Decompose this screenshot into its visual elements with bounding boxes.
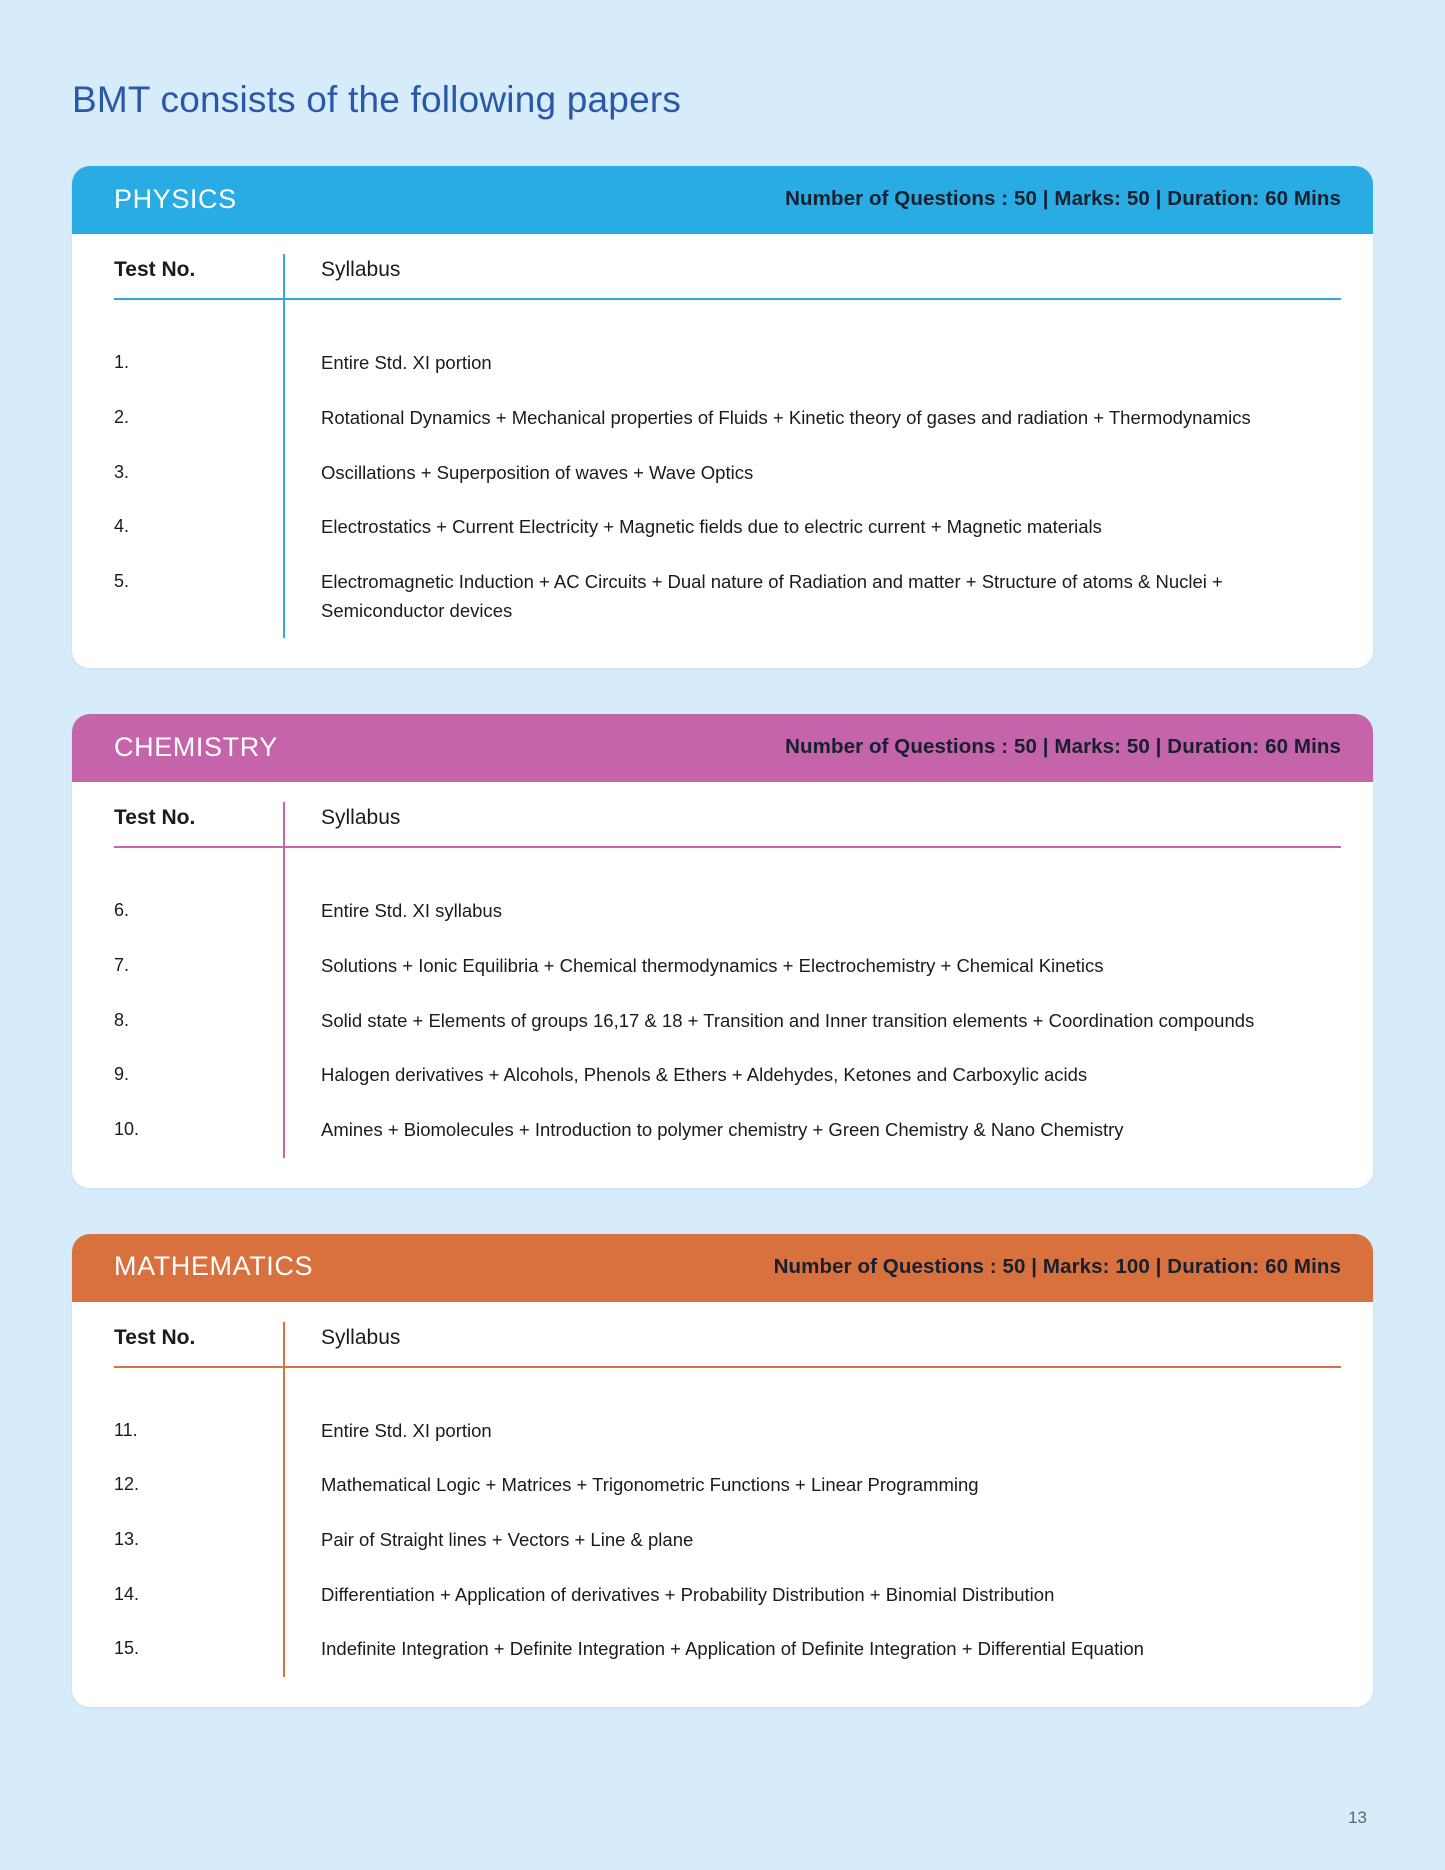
syllabus-table (114, 1322, 1341, 1677)
subject-title: MATHEMATICS (114, 1250, 314, 1281)
subject-meta: Number of Questions : 50 | Marks: 50 | Duration: 60 Mins (785, 187, 1341, 211)
column-header-syllabus: Syllabus (284, 802, 1341, 847)
subject-card-header (72, 1234, 1373, 1302)
subject-card-header (72, 714, 1373, 782)
table-row (114, 336, 1341, 391)
test-number: 10. (114, 1119, 140, 1140)
table-spacer-row (114, 1367, 1341, 1404)
table-row (114, 1404, 1341, 1459)
syllabus-table (114, 802, 1341, 1157)
syllabus-text: Halogen derivatives + Alcohols, Phenols & Ethers + Aldehydes, Ketones and Carboxylic acids (284, 1048, 1341, 1103)
table-row (114, 939, 1341, 994)
test-number: 12. (114, 1474, 140, 1495)
test-number: 8. (114, 1009, 130, 1030)
table-row (114, 1458, 1341, 1513)
syllabus-table (114, 254, 1341, 638)
subject-card-chemistry (72, 714, 1373, 1187)
syllabus-text: Pair of Straight lines + Vectors + Line & plane (284, 1513, 1341, 1568)
test-number: 7. (114, 955, 130, 976)
table-row (114, 994, 1341, 1049)
syllabus-text: Entire Std. XI portion (284, 336, 1341, 391)
table-row (114, 446, 1341, 501)
syllabus-text: Indefinite Integration + Definite Integration + Application of Definite Integration + Differential Equation (284, 1622, 1341, 1677)
syllabus-text: Differentiation + Application of derivatives + Probability Distribution + Binomial Distribution (284, 1568, 1341, 1623)
table-row (114, 884, 1341, 939)
subject-sections (72, 166, 1373, 1707)
subject-meta: Number of Questions : 50 | Marks: 50 | Duration: 60 Mins (785, 735, 1341, 759)
syllabus-text: Solid state + Elements of groups 16,17 & 18 + Transition and Inner transition elements + Coordination compounds (284, 994, 1341, 1049)
table-spacer-row (114, 847, 1341, 884)
page-title: BMT consists of the following papers (72, 79, 682, 120)
test-number: 9. (114, 1064, 130, 1085)
subject-card-body (72, 782, 1373, 1187)
test-number: 11. (114, 1419, 138, 1440)
table-header-row (114, 802, 1341, 847)
subject-card-header (72, 166, 1373, 234)
subject-card-mathematics (72, 1234, 1373, 1707)
test-number: 1. (114, 352, 130, 373)
syllabus-text: Entire Std. XI syllabus (284, 884, 1341, 939)
page-number: 13 (1348, 1808, 1367, 1827)
table-spacer-row (114, 299, 1341, 336)
syllabus-text: Entire Std. XI portion (284, 1404, 1341, 1459)
table-header-row (114, 254, 1341, 299)
subject-title: CHEMISTRY (114, 731, 278, 762)
test-number: 3. (114, 461, 130, 482)
test-number: 4. (114, 516, 130, 537)
syllabus-text: Rotational Dynamics + Mechanical properties of Fluids + Kinetic theory of gases and radiation + Thermodynamics (284, 391, 1341, 446)
test-number: 13. (114, 1529, 140, 1550)
syllabus-text: Electrostatics + Current Electricity + Magnetic fields due to electric current + Magnetic materials (284, 500, 1341, 555)
table-row (114, 555, 1341, 638)
table-row (114, 1568, 1341, 1623)
test-number: 14. (114, 1583, 140, 1604)
table-row (114, 1103, 1341, 1158)
column-header-test-no: Test No. (114, 1325, 196, 1349)
subject-card-body (72, 1302, 1373, 1707)
syllabus-text: Mathematical Logic + Matrices + Trigonometric Functions + Linear Programming (284, 1458, 1341, 1513)
subject-card-body (72, 234, 1373, 668)
syllabus-text: Electromagnetic Induction + AC Circuits + Dual nature of Radiation and matter + Structure of atoms & Nuclei + Semiconductor devices (284, 555, 1341, 638)
syllabus-text: Solutions + Ionic Equilibria + Chemical thermodynamics + Electrochemistry + Chemical Kinetics (284, 939, 1341, 994)
test-number: 6. (114, 900, 130, 921)
test-number: 5. (114, 571, 130, 592)
subject-card-physics (72, 166, 1373, 668)
table-row (114, 500, 1341, 555)
column-header-syllabus: Syllabus (284, 1322, 1341, 1367)
table-row (114, 391, 1341, 446)
table-row (114, 1513, 1341, 1568)
syllabus-text: Amines + Biomolecules + Introduction to polymer chemistry + Green Chemistry & Nano Chemistry (284, 1103, 1341, 1158)
test-number: 15. (114, 1638, 140, 1659)
table-row (114, 1622, 1341, 1677)
syllabus-text: Oscillations + Superposition of waves + Wave Optics (284, 446, 1341, 501)
table-header-row (114, 1322, 1341, 1367)
subject-title: PHYSICS (114, 183, 237, 214)
column-header-syllabus: Syllabus (284, 254, 1341, 299)
table-row (114, 1048, 1341, 1103)
column-header-test-no: Test No. (114, 258, 196, 282)
subject-meta: Number of Questions : 50 | Marks: 100 | Duration: 60 Mins (773, 1254, 1341, 1278)
column-header-test-no: Test No. (114, 806, 196, 830)
test-number: 2. (114, 407, 130, 428)
